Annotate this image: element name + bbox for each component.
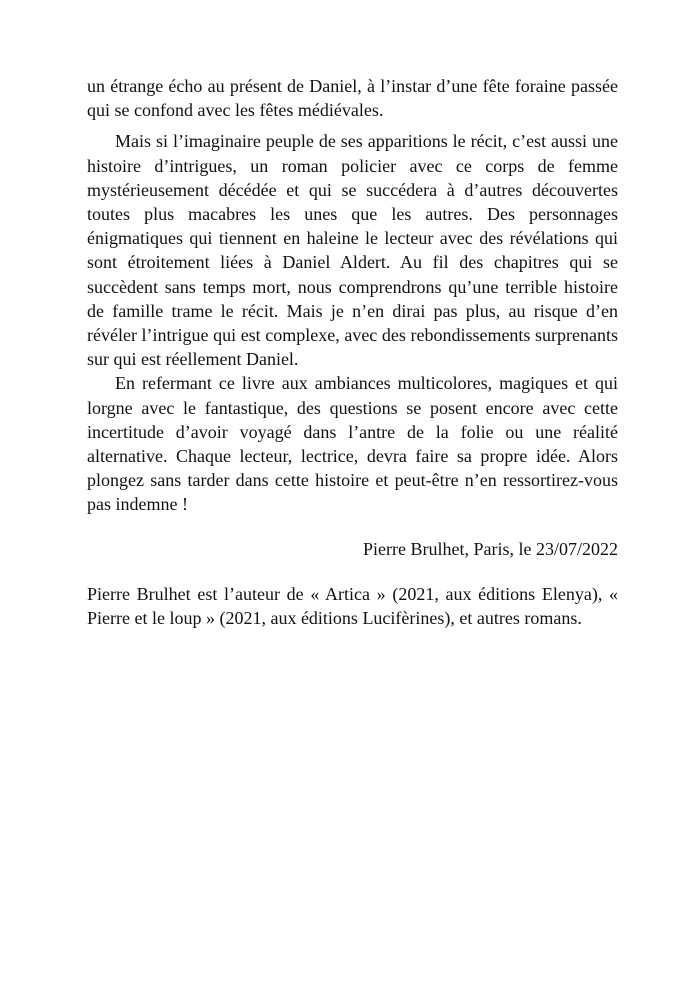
signature-line: Pierre Brulhet, Paris, le 23/07/2022 [363,538,618,559]
paragraph-intrigue: Mais si l’imaginaire peuple de ses apparitions le récit, c’est aussi une histoire d’intrigues, un roman policier avec ce corps de femme mystérieusement décédée et qui se succédera à d’autres découvertes toutes plus macabres les unes que les autres. Des personnages énigmatiques qui tiennent en haleine le lecteur avec des révélations qui sont étroitement liées à Daniel Aldert. Au fil des chapitres qui se succèdent sans temps mort, nous comprendrons qu’une terrible histoire de famille trame le récit. Mais je n’en dirai pas plus, au risque d’en révéler l’intrigue qui est complexe, avec des rebondissements surprenants sur qui est réellement Daniel. [87,131,618,370]
author-bio: Pierre Brulhet est l’auteur de « Artica » (2021, aux éditions Elenya), « Pierre et le loup » (2021, aux éditions Lucifèrines), et autres romans. [87,583,618,629]
paragraph-conclusion: En refermant ce livre aux ambiances multicolores, magiques et qui lorgne avec le fantastique, des questions se posent encore avec cette incertitude d’avoir voyagé dans l’antre de la folie ou une réalité alternative. Chaque lecteur, lectrice, devra faire sa propre idée. Alors plongez sans tarder dans cette histoire et peut-être n’en ressortirez-vous pas indemne ! [87,373,618,515]
paragraph-continuation: un étrange écho au présent de Daniel, à l’instar d’une fête foraine passée qui se confond avec les fêtes médiévales. [87,76,618,121]
document-page [87,74,618,630]
